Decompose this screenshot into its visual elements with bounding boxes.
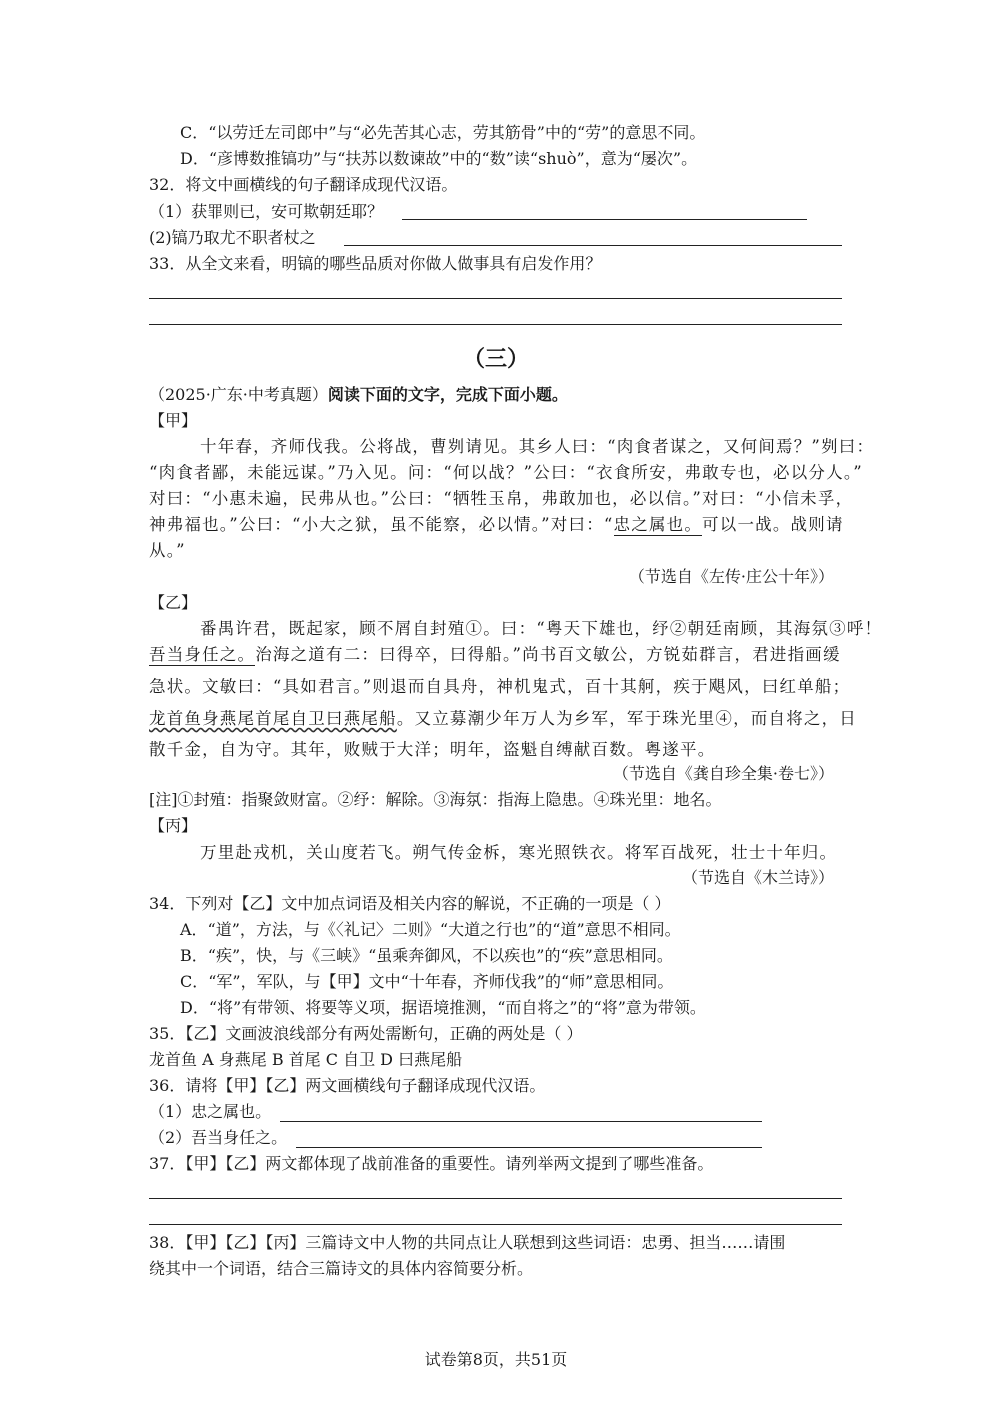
yi-wavy-sentence: 龙首鱼身燕尾首尾自卫曰燕尾船 [149, 709, 397, 728]
jia-line-4 [149, 514, 844, 536]
jia-source: （节选自《左传·庄公十年》） [628, 567, 834, 586]
q35-stem: 35．【乙】文画波浪线部分有两处需断句，正确的两处是（ ） [149, 1024, 583, 1043]
yi-line-3: 急状。文敏曰：“具如君言。”则退而自具舟，神机鬼式，百十其舸，疾于飓风，曰红单船； [149, 677, 851, 696]
jia-label: 【甲】 [149, 411, 198, 430]
jia-line-5: 从。” [149, 541, 186, 560]
q38-line-1: 38．【甲】【乙】【丙】三篇诗文中人物的共同点让人联想到这些词语：忠勇、担当……请围 [149, 1233, 786, 1252]
q31-option-d: D．“彦博数推镐功”与“扶苏以数谏故”中的“数”读“shuò”，意为“屡次”。 [180, 149, 698, 168]
q36-stem: 36．请将【甲】【乙】两文画横线句子翻译成现代汉语。 [149, 1076, 546, 1095]
q37-stem: 37．【甲】【乙】两文都体现了战前准备的重要性。请列举两文提到了哪些准备。 [149, 1154, 714, 1173]
q32-item-1: （1）获罪则已，安可欺朝廷耶？ [149, 202, 384, 221]
bing-label: 【丙】 [149, 816, 198, 835]
yi-line-4 [149, 708, 857, 730]
jia-line-4-tail: 可以一战。战则请 [702, 515, 844, 534]
q34-option-c[interactable]: C．“军”，军队，与【甲】文中“十年春，齐师伐我”的“师”意思相同。 [180, 972, 674, 991]
yi-line-5: 散千金，自为守。其年，败贼于大洋；明年，盗魁自缚献百数。粤遂平。 [149, 740, 716, 759]
section-title: （三） [462, 346, 529, 372]
q37-answer-line-1[interactable] [149, 1198, 842, 1199]
q37-answer-line-2[interactable] [149, 1224, 842, 1225]
q32-item-2: (2)镐乃取尤不职者杖之 [149, 228, 316, 247]
q32-answer-line-2[interactable] [344, 245, 842, 246]
q33-stem: 33．从全文来看，明镐的哪些品质对你做人做事具有启发作用？ [149, 254, 602, 273]
jia-line-2: “肉食者鄙，未能远谋。”乃入见。问：“何以战？”公曰：“衣食所安，弗敢专也，必以分人。” [149, 463, 863, 482]
q33-answer-line-1[interactable] [149, 298, 842, 299]
jia-line-1: 十年春，齐师伐我。公将战，曹刿请见。其乡人曰：“肉食者谋之，又何间焉？”刿曰： [200, 437, 875, 456]
yi-label: 【乙】 [149, 593, 198, 612]
q34-option-a[interactable]: A．“道”，方法，与《〈礼记〉二则》“大道之行也”的“道”意思不相同。 [180, 920, 681, 939]
q35-options: 龙首鱼 A 身燕尾 B 首尾 C 自卫 D 曰燕尾船 [149, 1050, 463, 1069]
q34-stem: 34．下列对【乙】文中加点词语及相关内容的解说，不正确的一项是（ ） [149, 894, 671, 913]
q36-item-2: （2）吾当身任之。 [149, 1128, 288, 1147]
bing-line: 万里赴戎机，关山度若飞。朔气传金柝，寒光照铁衣。将军百战死，壮士十年归。 [200, 843, 838, 862]
q36-answer-line-2[interactable] [296, 1147, 762, 1148]
q34-option-d[interactable]: D．“将”有带领、将要等义项，据语境推测，“而自将之”的“将”意为带领。 [180, 998, 706, 1017]
q31-option-c: C．“以劳迁左司郎中”与“必先苦其心志，劳其筋骨”中的“劳”的意思不同。 [180, 123, 706, 142]
yi-line-2 [149, 644, 841, 666]
yi-underlined-sentence: 吾当身任之。 [149, 645, 256, 664]
section-intro [149, 384, 568, 406]
yi-line-1: 番禺许君，既起家，顾不屑自封殖①。曰：“粤天下雄也，纾②朝廷南顾，其海氛③呼！ [200, 619, 883, 638]
q32-answer-line-1[interactable] [402, 219, 807, 220]
yi-line-2-tail: 治海之道有二：曰得卒，曰得船。”尚书百文敏公，方锐茹群言，君进指画缓 [255, 645, 841, 664]
source-tag: （2025·广东·中考真题） [149, 385, 328, 404]
page-footer: 试卷第8页，共51页 [424, 1350, 568, 1369]
jia-line-3: 对曰：“小惠未遍，民弗从也。”公曰：“牺牲玉帛，弗敢加也，必以信。”对曰：“小信未孚， [149, 489, 854, 508]
notes: [注]①封殖：指聚敛财富。②纾：解除。③海氛：指海上隐患。④珠光里：地名。 [149, 790, 722, 809]
q32-stem: 32．将文中画横线的句子翻译成现代汉语。 [149, 175, 458, 194]
bing-source: （节选自《木兰诗》） [681, 868, 834, 887]
q38-line-2: 绕其中一个词语，结合三篇诗文的具体内容简要分析。 [149, 1259, 534, 1278]
jia-line-4-text: 神弗福也。”公曰：“小大之狱，虽不能察，必以情。”对曰：“ [149, 515, 614, 534]
yi-line-4-tail: 。又立募潮少年万人为乡军，军于珠光里④，而自将之，日 [396, 709, 858, 728]
yi-source: （节选自《龚自珍全集·卷七》） [612, 764, 834, 783]
jia-underlined-sentence: 忠之属也。 [613, 515, 703, 534]
q36-answer-line-1[interactable] [280, 1121, 762, 1122]
instruction: 阅读下面的文字，完成下面小题。 [327, 385, 568, 404]
q36-item-1: （1）忠之属也。 [149, 1102, 272, 1121]
q34-option-b[interactable]: B．“疾”，快，与《三峡》“虽乘奔御风，不以疾也”的“疾”意思相同。 [180, 946, 673, 965]
q33-answer-line-2[interactable] [149, 324, 842, 325]
